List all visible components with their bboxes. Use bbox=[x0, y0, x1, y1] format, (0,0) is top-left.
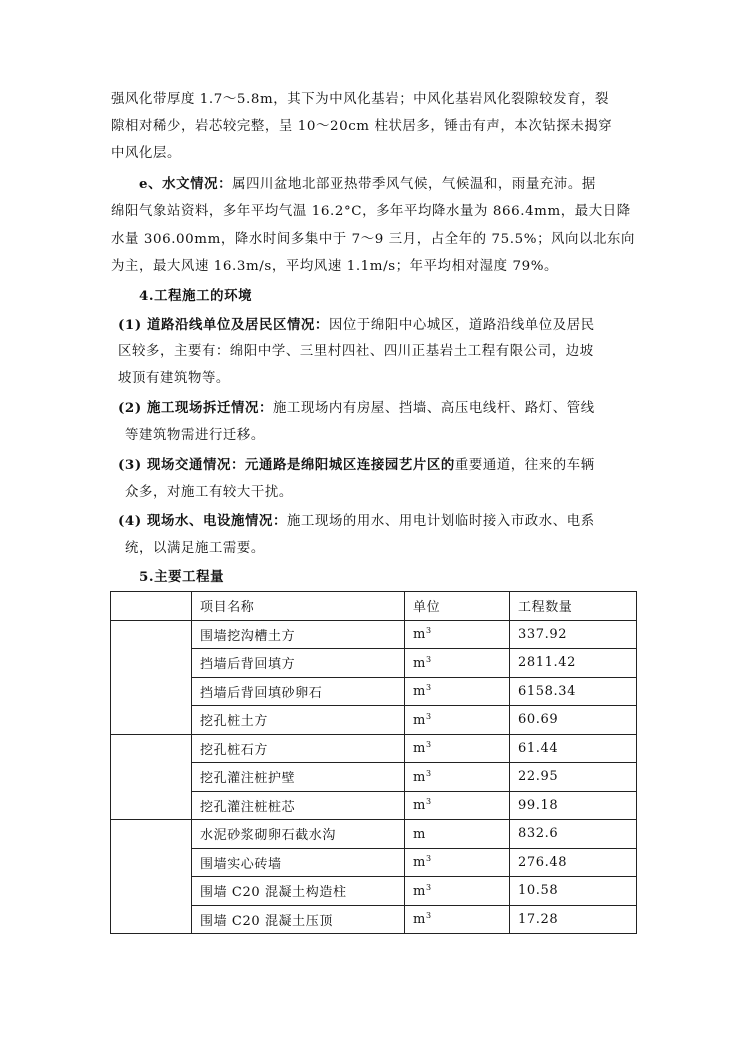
row-unit: $m^3$ bbox=[405, 877, 510, 906]
table-cell bbox=[111, 734, 192, 820]
list-item-text: 施工现场内有房屋、挡墙、高压电线杆、路灯、管线 bbox=[272, 401, 595, 416]
header-name: 项目名称 bbox=[192, 592, 405, 621]
row-qty: 99.18 bbox=[510, 791, 637, 820]
list-item bbox=[118, 456, 595, 475]
row-unit: $m^3$ bbox=[405, 649, 510, 678]
row-name: 挡墙后背回填砂卵石 bbox=[192, 677, 405, 706]
table-row bbox=[111, 820, 637, 849]
list-item-text: 重要通道，往来的车辆 bbox=[454, 458, 595, 473]
list-item-cont: 坡顶有建筑物等。 bbox=[118, 371, 230, 386]
list-item-text: 因位于绵阳中心城区，道路沿线单位及居民 bbox=[328, 318, 595, 333]
hydrology-line bbox=[139, 175, 596, 194]
hydrology-line: 水量 306.00mm，降水时间多集中于 7～9 三月，占全年的 75.5%；风向以北东向 bbox=[111, 232, 636, 247]
row-qty: 22.95 bbox=[510, 763, 637, 792]
row-name: 水泥砂浆砌卵石截水沟 bbox=[192, 820, 405, 849]
quantity-table bbox=[110, 591, 637, 934]
row-unit: $m^3$ bbox=[405, 734, 510, 763]
row-unit: $m^3$ bbox=[405, 763, 510, 792]
hydrology-line: 为主，最大风速 16.3m/s，平均风速 1.1m/s；年平均相对湿度 79%。 bbox=[111, 259, 559, 274]
list-item bbox=[118, 316, 595, 335]
row-name: 围墙挖沟槽土方 bbox=[192, 620, 405, 649]
list-item-label: (4) 现场水、电设施情况： bbox=[118, 513, 287, 529]
hydrology-line: 绵阳气象站资料，多年平均气温 16.2°C，多年平均降水量为 866.4mm，最大日降 bbox=[111, 204, 631, 219]
row-qty: 10.58 bbox=[510, 877, 637, 906]
row-qty: 2811.42 bbox=[510, 649, 637, 678]
list-item-cont: 区较多，主要有：绵阳中学、三里村四社、四川正基岩土工程有限公司，边坡 bbox=[118, 344, 594, 359]
paragraph-line: 隙相对稀少，岩芯较完整，呈 10～20cm 柱状居多，锤击有声，本次钻探未揭穿 bbox=[111, 119, 613, 134]
list-item bbox=[118, 399, 595, 418]
row-name: 挖孔桩石方 bbox=[192, 734, 405, 763]
table-cell bbox=[111, 820, 192, 934]
list-item-label: (3) 现场交通情况：元通路是绵阳城区连接园艺片区的 bbox=[118, 457, 455, 473]
row-unit: $m^3$ bbox=[405, 791, 510, 820]
row-name: 挖孔灌注桩护壁 bbox=[192, 763, 405, 792]
section-heading: 5.主要工程量 bbox=[139, 569, 225, 585]
table-header-row bbox=[111, 592, 637, 621]
row-name: 围墙 C20 混凝土构造柱 bbox=[192, 877, 405, 906]
paragraph-line: 中风化层。 bbox=[111, 146, 181, 161]
table-cell bbox=[111, 592, 192, 621]
row-unit: $m^3$ bbox=[405, 905, 510, 934]
row-unit: $m^3$ bbox=[405, 848, 510, 877]
row-qty: 276.48 bbox=[510, 848, 637, 877]
hydrology-text: 属四川盆地北部亚热带季风气候，气候温和，雨量充沛。据 bbox=[232, 177, 596, 192]
list-item-text: 施工现场的用水、用电计划临时接入市政水、电系 bbox=[286, 514, 595, 529]
row-name: 挡墙后背回填方 bbox=[192, 649, 405, 678]
hydrology-label: e、水文情况： bbox=[139, 176, 233, 192]
row-unit: $m^3$ bbox=[405, 706, 510, 735]
list-item-cont: 众多，对施工有较大干扰。 bbox=[125, 485, 293, 500]
row-unit: $m^3$ bbox=[405, 677, 510, 706]
list-item-cont: 统，以满足施工需要。 bbox=[125, 541, 265, 556]
row-name: 挖孔灌注桩桩芯 bbox=[192, 791, 405, 820]
row-qty: 832.6 bbox=[510, 820, 637, 849]
row-name: 挖孔桩土方 bbox=[192, 706, 405, 735]
row-qty: 17.28 bbox=[510, 905, 637, 934]
list-item bbox=[118, 512, 595, 531]
list-item-cont: 等建筑物需进行迁移。 bbox=[125, 428, 265, 443]
section-heading: 4.工程施工的环境 bbox=[139, 288, 253, 304]
row-name: 围墙 C20 混凝土压顶 bbox=[192, 905, 405, 934]
row-name: 围墙实心砖墙 bbox=[192, 848, 405, 877]
row-qty: 337.92 bbox=[510, 620, 637, 649]
row-unit: m bbox=[405, 820, 510, 849]
row-qty: 61.44 bbox=[510, 734, 637, 763]
table-cell bbox=[111, 620, 192, 734]
list-item-label: (1) 道路沿线单位及居民区情况： bbox=[118, 317, 329, 333]
row-qty: 6158.34 bbox=[510, 677, 637, 706]
table-row bbox=[111, 734, 637, 763]
list-item-label: (2) 施工现场拆迁情况： bbox=[118, 400, 273, 416]
row-qty: 60.69 bbox=[510, 706, 637, 735]
row-unit: $m^3$ bbox=[405, 620, 510, 649]
paragraph-line: 强风化带厚度 1.7～5.8m，其下为中风化基岩；中风化基岩风化裂隙较发育，裂 bbox=[111, 92, 610, 107]
table-row bbox=[111, 620, 637, 649]
header-qty: 工程数量 bbox=[510, 592, 637, 621]
header-unit: 单位 bbox=[405, 592, 510, 621]
